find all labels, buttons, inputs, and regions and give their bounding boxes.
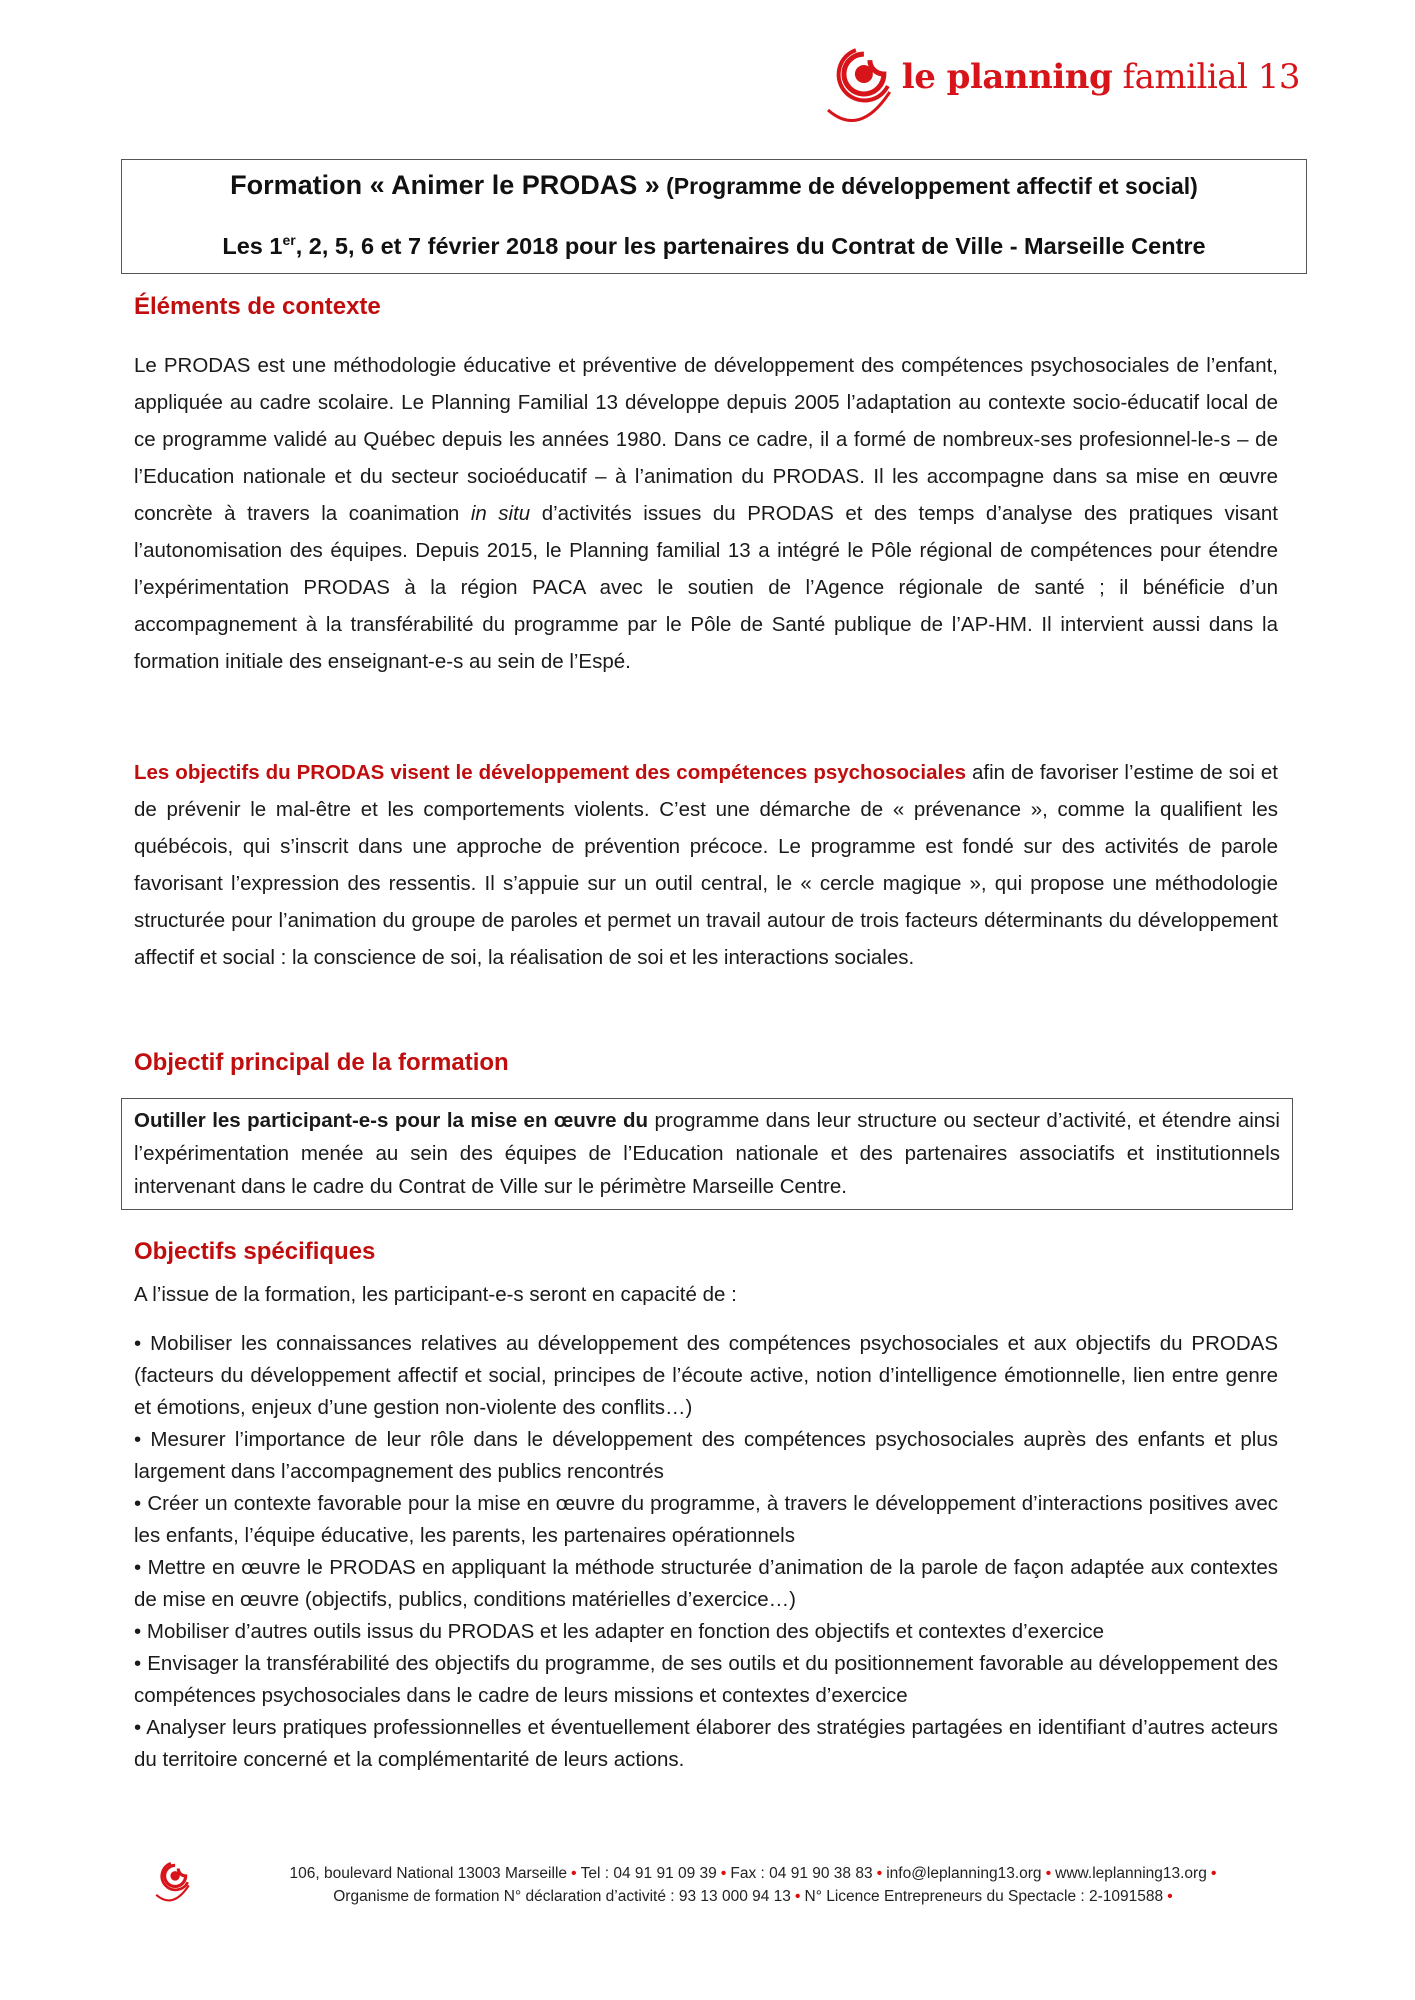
paragraph-objectifs-prodas xyxy=(134,754,1278,976)
objectifs-text: afin de favoriser l’estime de soi et de prévenir le mal-être et les comportements violents. C’est une démarche de « prévenance », comme la qualifient les québécois, qui s’inscrit dans une approche de prévention précoce. Le programme est fondé sur des activités de parole favorisant l’expression des ressentis. Il s’appuie sur un outil central, le « cercle magique », qui propose une méthodologie structurée pour l’animation du groupe de paroles et permet un travail autour de trois facteurs déterminants du développement affectif et social : la conscience de soi, la réalisation de soi et les interactions sociales. xyxy=(134,761,1278,969)
document-title xyxy=(122,170,1306,201)
contexte-text-2: d’activités issues du PRODAS et des temps d’analyse des pratiques visant l’autonomisation des équipes. Depuis 2015, le Planning familial 13 a intégré le Pôle régional de compétences pour étendre l’expérimentation PRODAS à la région PACA avec le soutien de l’Agence régionale de santé ; il bénéficie d’un accompagnement à la transférabilité du programme par le Pôle de Santé publique de l’AP-HM. Il intervient aussi dans la formation initiale des enseignant-e-s au sein de l’Espé. xyxy=(134,502,1278,673)
list-item: • Envisager la transférabilité des objectifs du programme, de ses outils et du positionnement favorable au développement des compétences psychosociales dans le cadre de leurs missions et contextes d’exercice xyxy=(134,1652,1278,1707)
footer-fax: Fax : 04 91 90 38 83 xyxy=(730,1865,873,1882)
footer-website-link[interactable]: www.leplanning13.org xyxy=(1055,1865,1207,1882)
logo-text-regular: familial 13 xyxy=(1112,56,1300,97)
objectif-principal-box xyxy=(121,1098,1293,1210)
footer-declaration: Organisme de formation N° déclaration d’activité : 93 13 000 94 13 xyxy=(333,1888,791,1905)
bullet-separator: • xyxy=(1045,1865,1052,1882)
bullet-separator: • xyxy=(1167,1888,1173,1905)
footer-tel: Tel : 04 91 91 09 39 xyxy=(580,1865,717,1882)
bullet-separator: • xyxy=(794,1888,801,1905)
objectifs-list xyxy=(134,1328,1278,1776)
footer-line2 xyxy=(230,1885,1280,1908)
dates-suffix: , 2, 5, 6 et 7 février 2018 pour les partenaires du Contrat de Ville - Marseille Centre xyxy=(295,232,1206,259)
title-box xyxy=(121,159,1307,274)
list-item: • Mesurer l’importance de leur rôle dans le développement des compétences psychosociales auprès des enfants et plus largement dans l’accompagnement des publics rencontrés xyxy=(134,1428,1278,1483)
heading-objectif-principal: Objectif principal de la formation xyxy=(134,1049,509,1076)
bullet-separator: • xyxy=(1210,1865,1217,1882)
objectif-principal-text: programme dans leur structure ou secteur d’activité, et étendre ainsi l’expérimentation menée au sein des équipes de l’Education nationale et des partenaires associatifs et institutionnels intervenant dans le cadre du Contrat de Ville sur le périmètre Marseille Centre. xyxy=(134,1109,1280,1198)
contexte-text-1: Le PRODAS est une méthodologie éducative et préventive de développement des compétences psychosociales de l’enfant, appliquée au cadre scolaire. Le Planning Familial 13 développe depuis 2005 l’adaptation au contexte socio-éducatif local de ce programme validé au Québec depuis les années 1980. Dans ce cadre, il a formé de nombreux-ses profesionnel-le-s – de l’Education nationale et du secteur socioéducatif – à l’animation du PRODAS. Il les accompagne dans sa mise en œuvre concrète à travers la coanimation xyxy=(134,354,1278,525)
dates-sup: er xyxy=(282,232,296,248)
heading-objectifs-specifiques: Objectifs spécifiques xyxy=(134,1238,376,1265)
list-item: • Mettre en œuvre le PRODAS en appliquant la méthode structurée d’animation de la parole de façon adaptée aux contextes de mise en œuvre (objectifs, publics, conditions matérielles d’exercice…) xyxy=(134,1556,1278,1611)
bullet-separator: • xyxy=(720,1865,727,1882)
bullet-separator: • xyxy=(571,1865,577,1882)
paragraph-contexte xyxy=(134,347,1278,680)
logo-text-bold: le planning xyxy=(901,56,1113,97)
footer-logo xyxy=(148,1858,198,1913)
page-footer xyxy=(230,1862,1280,1908)
footer-email-link[interactable]: info@leplanning13.org xyxy=(886,1865,1042,1882)
dates-prefix: Les 1 xyxy=(222,232,283,259)
footer-licence: N° Licence Entrepreneurs du Spectacle : 2-1091588 xyxy=(804,1888,1164,1905)
objectifs-highlight: Les objectifs du PRODAS visent le développement des compétences psychosociales xyxy=(134,761,967,784)
footer-address: 106, boulevard National 13003 Marseille xyxy=(289,1865,568,1882)
footer-line1 xyxy=(230,1862,1280,1885)
heading-contexte: Éléments de contexte xyxy=(134,293,381,320)
title-subtitle: (Programme de développement affectif et social) xyxy=(659,173,1198,199)
objectif-principal-bold: Outiller les participant-e-s pour la mise en œuvre du xyxy=(134,1109,649,1132)
bullet-separator: • xyxy=(876,1865,883,1882)
objectifs-intro: A l’issue de la formation, les participant-e-s seront en capacité de : xyxy=(134,1283,737,1306)
list-item: • Mobiliser d’autres outils issus du PRODAS et les adapter en fonction des objectifs et contextes d’exercice xyxy=(134,1620,1105,1643)
planning-familial-logo xyxy=(820,40,1300,135)
spiral-logo-icon xyxy=(148,1858,198,1908)
document-dates xyxy=(122,232,1306,260)
list-item: • Analyser leurs pratiques professionnelles et éventuellement élaborer des stratégies partagées en identifiant d’autres acteurs du territoire concerné et la complémentarité de leurs actions. xyxy=(134,1716,1278,1771)
logo-wordmark xyxy=(902,57,1300,97)
list-item: • Créer un contexte favorable pour la mise en œuvre du programme, à travers le développement d’interactions positives avec les enfants, l’équipe éducative, les parents, les partenaires opérationnels xyxy=(134,1492,1278,1547)
list-item: • Mobiliser les connaissances relatives au développement des compétences psychosociales et aux objectifs du PRODAS (facteurs du développement affectif et social, principes de l’écoute active, notion d’intelligence émotionnelle, lien entre genre et émotions, enjeux d’une gestion non-violente des conflits…) xyxy=(134,1332,1278,1419)
contexte-italic: in situ xyxy=(470,502,531,525)
spiral-logo-icon xyxy=(820,40,900,135)
title-main: Formation « Animer le PRODAS » xyxy=(230,170,660,200)
